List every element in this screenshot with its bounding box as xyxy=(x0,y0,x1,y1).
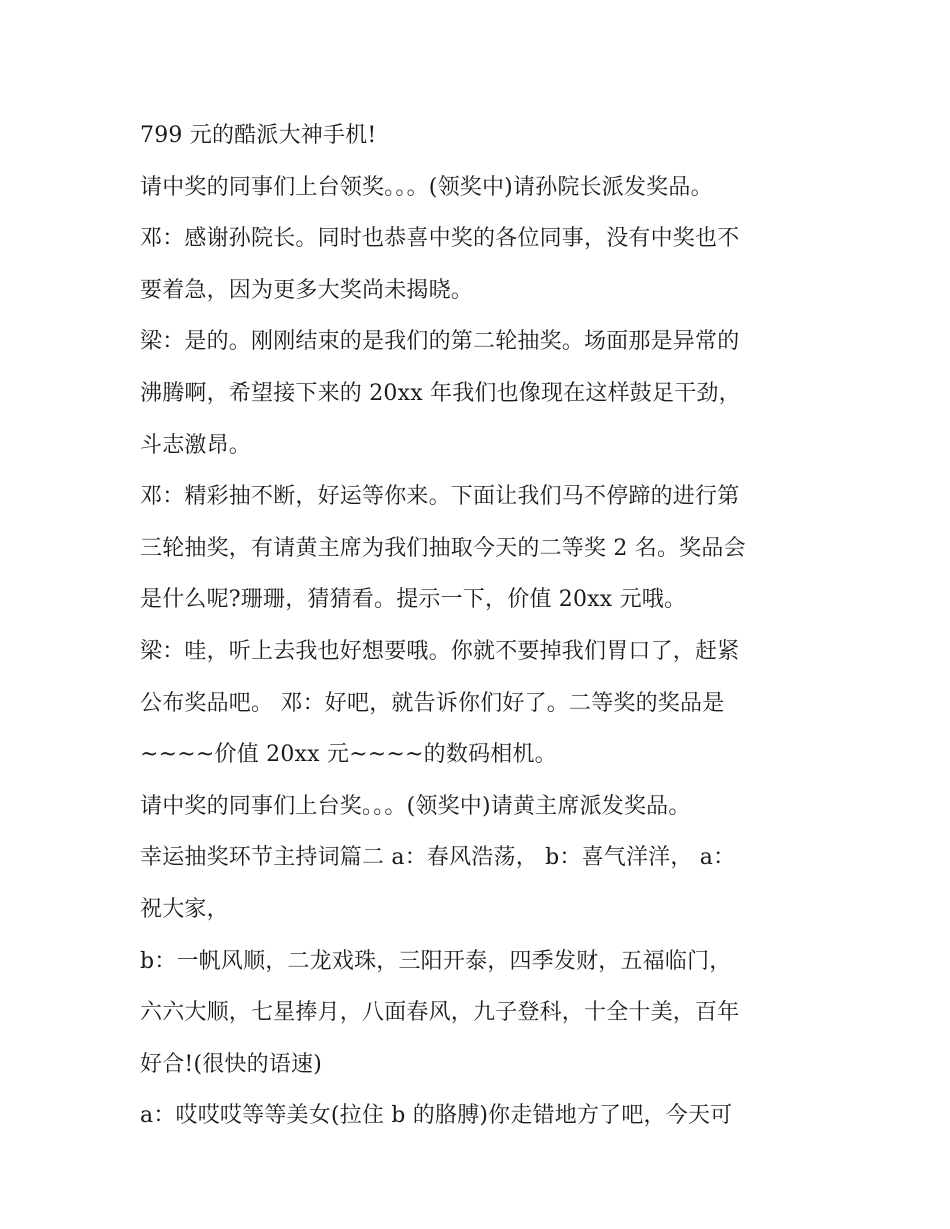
text-line: 公布奖品吧。 邓：好吧，就告诉你们好了。二等奖的奖品是 xyxy=(140,690,725,716)
text-line: a：哎哎哎等等美女(拉住 b 的胳膊)你走错地方了吧，今天可 xyxy=(140,1103,733,1129)
text-line: 幸运抽奖环节主持词篇二 a：春风浩荡， b：喜气洋洋， a： xyxy=(140,845,736,871)
text-line: ~~~~价值 20xx 元~~~~的数码相机。 xyxy=(140,742,557,768)
text-line: 799 元的酷派大神手机! xyxy=(140,123,377,148)
text-line: 六六大顺，七星捧月，八面春风，九子登科，十全十美，百年 xyxy=(140,1000,740,1026)
text-line: 请中奖的同事们上台领奖。。。(领奖中)请孙院长派发奖品。 xyxy=(140,174,713,200)
text-line: 邓：精彩抽不断，好运等你来。下面让我们马不停蹄的进行第 xyxy=(140,484,740,510)
document-text-body xyxy=(140,110,820,1142)
text-line: 斗志激昂。 xyxy=(140,432,252,458)
text-line: 三轮抽奖，有请黄主席为我们抽取今天的二等奖 2 名。奖品会 xyxy=(140,535,746,561)
text-line: 好合!(很快的语速) xyxy=(140,1051,323,1077)
text-line: 请中奖的同事们上台奖。。。(领奖中)请黄主席派发奖品。 xyxy=(140,793,691,819)
text-line: 邓：感谢孙院长。同时也恭喜中奖的各位同事，没有中奖也不 xyxy=(140,226,740,252)
text-line: 是什么呢?珊珊，猜猜看。提示一下，价值 20xx 元哦。 xyxy=(140,587,687,613)
text-line: b：一帆风顺，二龙戏珠，三阳开泰，四季发财，五福临门， xyxy=(140,948,732,974)
text-line: 祝大家， xyxy=(140,896,229,922)
text-line: 沸腾啊，希望接下来的 20xx 年我们也像现在这样鼓足干劲， xyxy=(140,380,741,406)
text-line: 梁：哇，听上去我也好想要哦。你就不要掉我们胃口了，赶紧 xyxy=(140,638,740,664)
text-line: 要着急，因为更多大奖尚未揭晓。 xyxy=(140,277,474,303)
text-line: 梁：是的。刚刚结束的是我们的第二轮抽奖。场面那是异常的 xyxy=(140,329,740,355)
